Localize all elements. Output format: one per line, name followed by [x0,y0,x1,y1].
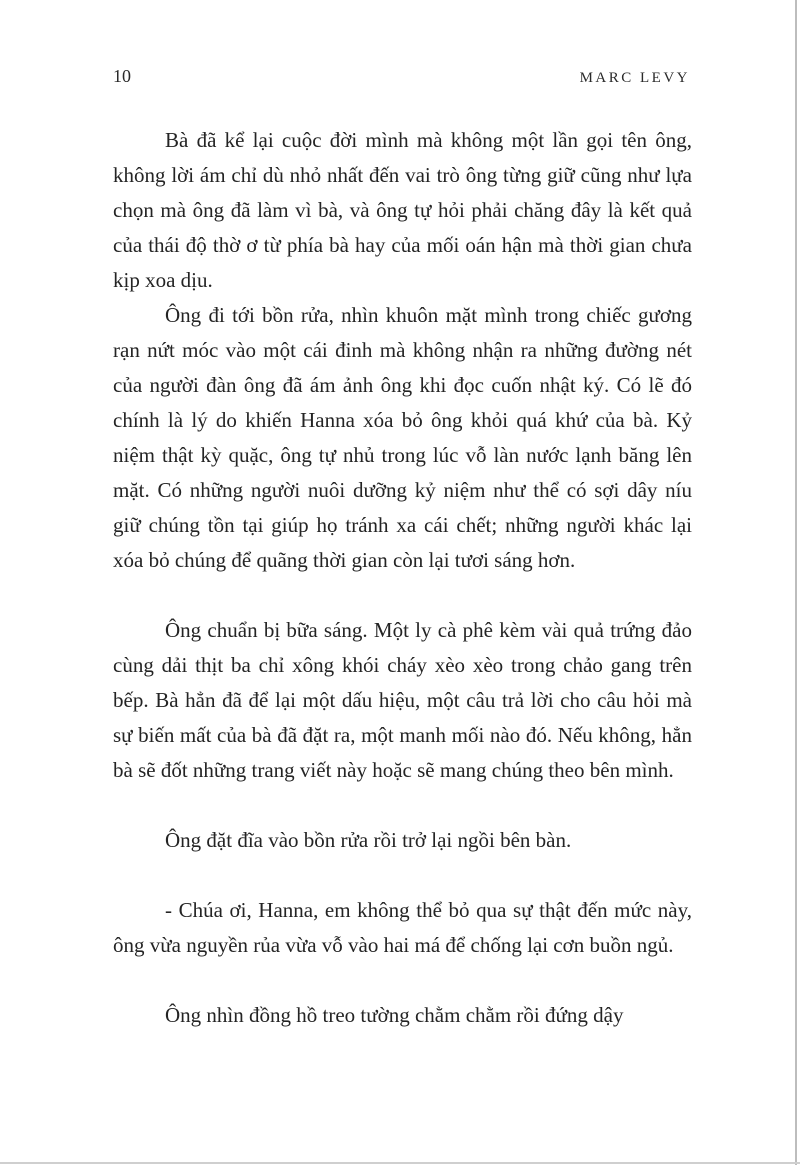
paragraph: Ông đi tới bồn rửa, nhìn khuôn mặt mình trong chiếc gương rạn nứt móc vào một cái đinh mà không nhận ra những đường nét của người đàn ông đã ám ảnh ông khi đọc cuốn nhật ký. Có lẽ đó chính là lý do khiến Hanna xóa bỏ ông khỏi quá khứ của bà. Kỷ niệm thật kỳ quặc, ông tự nhủ trong lúc vỗ làn nước lạnh băng lên mặt. Có những người nuôi dưỡng kỷ niệm như thể có sợi dây níu giữ chúng tồn tại giúp họ tránh xa cái chết; những người khác lại xóa bỏ chúng để quãng thời gian còn lại tươi sáng hơn. [113,303,692,572]
paragraph: Bà đã kể lại cuộc đời mình mà không một lần gọi tên ông, không lời ám chỉ dù nhỏ nhất đến vai trò ông từng giữ cũng như lựa chọn mà ông đã làm vì bà, và ông tự hỏi phải chăng đây là kết quả của thái độ thờ ơ từ phía bà hay của mối oán hận mà thời gian chưa kịp xoa dịu. [113,128,692,292]
paragraph: - Chúa ơi, Hanna, em không thể bỏ qua sự thật đến mức này, ông vừa nguyền rủa vừa vỗ vào hai má để chống lại cơn buồn ngủ. [113,898,692,957]
page-header [0,0,800,87]
paragraph: Ông chuẩn bị bữa sáng. Một ly cà phê kèm vài quả trứng đảo cùng dải thịt ba chỉ xông khói cháy xèo xèo trong chảo gang trên bếp. Bà hẳn đã để lại một dấu hiệu, một câu trả lời cho câu hỏi mà sự biến mất của bà đã đặt ra, một manh mối nào đó. Nếu không, hẳn bà sẽ đốt những trang viết này hoặc sẽ mang chúng theo bên mình. [113,618,692,782]
paragraph: Ông đặt đĩa vào bồn rửa rồi trở lại ngồi bên bàn. [165,828,572,852]
running-head-author: MARC LEVY [579,70,690,86]
page-body [113,123,692,1033]
paragraph: Ông nhìn đồng hồ treo tường chằm chằm rồi đứng dậy [165,1003,624,1027]
scan-edge-bottom [0,1162,800,1164]
page-number: 10 [113,66,131,86]
scan-edge-right [795,0,797,1165]
